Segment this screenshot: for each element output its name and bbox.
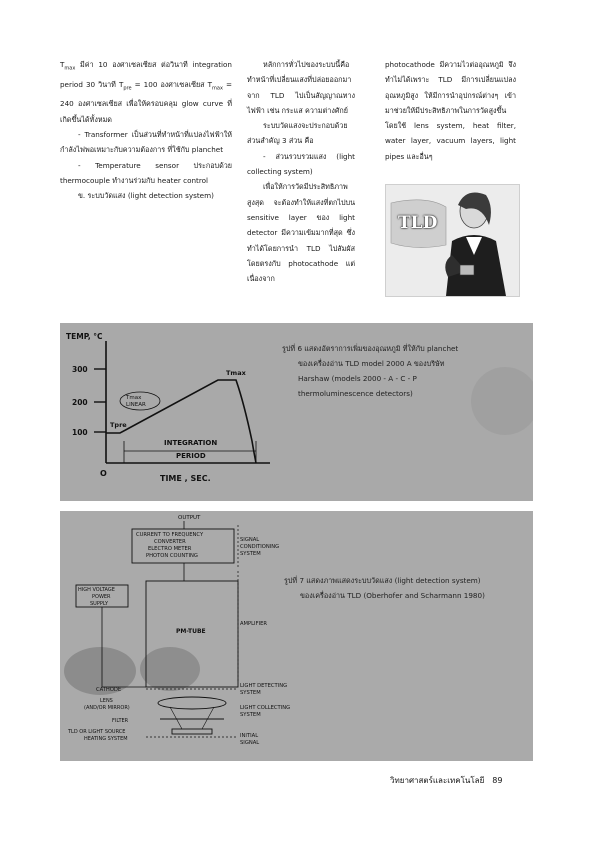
signal-conditioning-label: SYSTEM	[240, 551, 261, 557]
paragraph: - Transformer เป็นส่วนที่ทำหน้าที่แปลงไฟฟ้าให้กำลังไฟพอเหมาะกับความต้องการ ที่ใช้กับ planchet	[60, 130, 232, 155]
signal-conditioning-label: SIGNAL	[240, 537, 260, 543]
cathode-label: CATHODE	[96, 687, 122, 693]
lens-label: LENS	[100, 698, 113, 704]
text-run: = 240 องศาเซลเซียส เพื่อให้ครอบคลุม glow curve ที่เกิดขึ้นได้ทั้งหมด	[60, 79, 233, 124]
hv-text: SUPPLY	[90, 601, 109, 607]
paragraph: ระบบวัดแสงจะประกอบด้วยส่วนสำคัญ 3 ส่วน คือ	[247, 121, 348, 146]
integration-label: PERIOD	[176, 452, 206, 460]
figure-6-caption	[282, 341, 522, 401]
caption-line: รูปที่ 7 แสดงภาพแสดงระบบวัดแสง (light detection system)	[284, 576, 481, 585]
paragraph: ข. ระบบวัดแสง (light detection system)	[78, 191, 214, 201]
paragraph: - ส่วนรวบรวมแสง (light collecting system)	[247, 151, 355, 177]
converter-text: CURRENT TO FREQUENCY	[136, 532, 204, 538]
light-detection-diagram	[60, 511, 533, 761]
caption-line: ของเครื่องอ่าน TLD model 2000 A ของบริษัท	[298, 359, 445, 368]
figure-7-caption	[284, 573, 524, 603]
text-column-3	[385, 57, 516, 164]
tick-label: 100	[72, 428, 88, 437]
text-column-2	[247, 57, 355, 286]
converter-text: ELECTRO METER	[148, 546, 192, 552]
tld-label: TLD	[398, 213, 438, 233]
paragraph	[60, 57, 232, 127]
caption-line: ของเครื่องอ่าน TLD (Oberhofer and Scharmann 1980)	[300, 591, 485, 600]
x-axis-label: TIME , SEC.	[160, 474, 211, 483]
converter-text: CONVERTER	[154, 539, 186, 545]
source-label: TLD OR LIGHT SOURCE	[68, 729, 126, 735]
initial-signal-label: INITIAL	[240, 733, 259, 739]
figure-6	[60, 323, 533, 501]
figure-7	[60, 511, 533, 761]
converter-text: PHOTON COUNTING	[146, 553, 198, 559]
tick-label: 200	[72, 398, 88, 407]
collecting-label: LIGHT COLLECTING	[240, 705, 291, 711]
output-label: OUTPUT	[178, 515, 201, 521]
detecting-label: SYSTEM	[240, 690, 261, 696]
caption-line: thermoluminescence detectors)	[298, 389, 413, 398]
hv-text: HIGH VOLTAGE	[78, 587, 115, 593]
tick-label: 300	[72, 365, 88, 374]
text-run: มีค่า 10 องศาเซลเซียส ต่อวินาที integration period 30 วินาที T	[60, 60, 232, 89]
hv-text: POWER	[92, 594, 111, 600]
lens-label: (AND/OR MIRROR)	[84, 705, 130, 711]
tld-illustration	[385, 184, 520, 297]
page-number: 89	[492, 776, 503, 785]
page-footer	[390, 774, 502, 787]
paragraph: - Temperature sensor ประกอบด้วย thermocouple ทำงานร่วมกับ heater control	[60, 160, 232, 185]
origin-label: O	[100, 469, 107, 478]
paragraph: เพื่อให้การวัดมีประสิทธิภาพสูงสุด จะต้องทำให้แสงที่ตกไปบน sensitive layer ของ light detector มีความเข้มมากที่สุด ซึ่งทำได้โดยการนำ TLD ไปสัมผัสโดยตรงกับ photocathode แต่เนื่องจาก	[247, 182, 355, 284]
source-label: HEATING SYSTEM	[84, 736, 128, 742]
ramp-label: Tmax	[126, 395, 142, 401]
paragraph: หลักการทั่วไปของระบบนี้คือ ทำหน้าที่เปลี่ยนแสงที่ปล่อยออกมาจาก TLD ไปเป็นสัญญาณทางไฟฟ้า เช่น กระแส ความต่างศักย์	[247, 60, 355, 115]
caption-line: Harshaw (models 2000 - A - C - P	[298, 374, 417, 383]
journal-title: วิทยาศาสตร์และเทคโนโลยี	[390, 776, 485, 785]
woman-illustration	[386, 185, 519, 296]
detecting-label: LIGHT DETECTING	[240, 683, 288, 689]
text-t: T	[60, 60, 65, 69]
text-column-1	[60, 57, 232, 204]
tmax-label: Tmax	[226, 369, 246, 377]
amplifier-label: AMPLIFIER	[240, 621, 267, 627]
tpre-label: Tpre	[110, 421, 127, 429]
y-axis-label: TEMP, °C	[66, 332, 103, 341]
text-run: = 100 องศาเซลเซียส T	[131, 79, 213, 89]
subscript: max	[64, 65, 76, 72]
pm-tube-label: PM-TUBE	[176, 628, 206, 635]
subscript: max	[212, 85, 223, 92]
subscript: pre	[123, 85, 132, 92]
signal-conditioning-label: CONDITIONING	[240, 544, 280, 550]
paragraph: photocathode มีความไวต่ออุณหภูมิ จึงทำไม่ได้เพราะ TLD มีการเปลี่ยนแปลงอุณหภูมิสูง ให้มีการนำอุปกรณ์ต่างๆ เข้ามาช่วยให้มีประสิทธิภาพในการวัดสูงขึ้น โดยใช้ lens system, heat filter, water layer, vacuum layers, light pipes และอื่นๆ	[385, 60, 516, 161]
caption-line: รูปที่ 6 แสดงอัตราการเพิ่มของอุณหภูมิ ที่ให้กับ planchet	[282, 344, 459, 353]
collecting-label: SYSTEM	[240, 712, 261, 718]
ramp-label: LINEAR	[126, 402, 146, 408]
integration-label: INTEGRATION	[164, 439, 218, 447]
initial-signal-label: SIGNAL	[240, 740, 260, 746]
filter-label: FILTER	[112, 718, 129, 724]
